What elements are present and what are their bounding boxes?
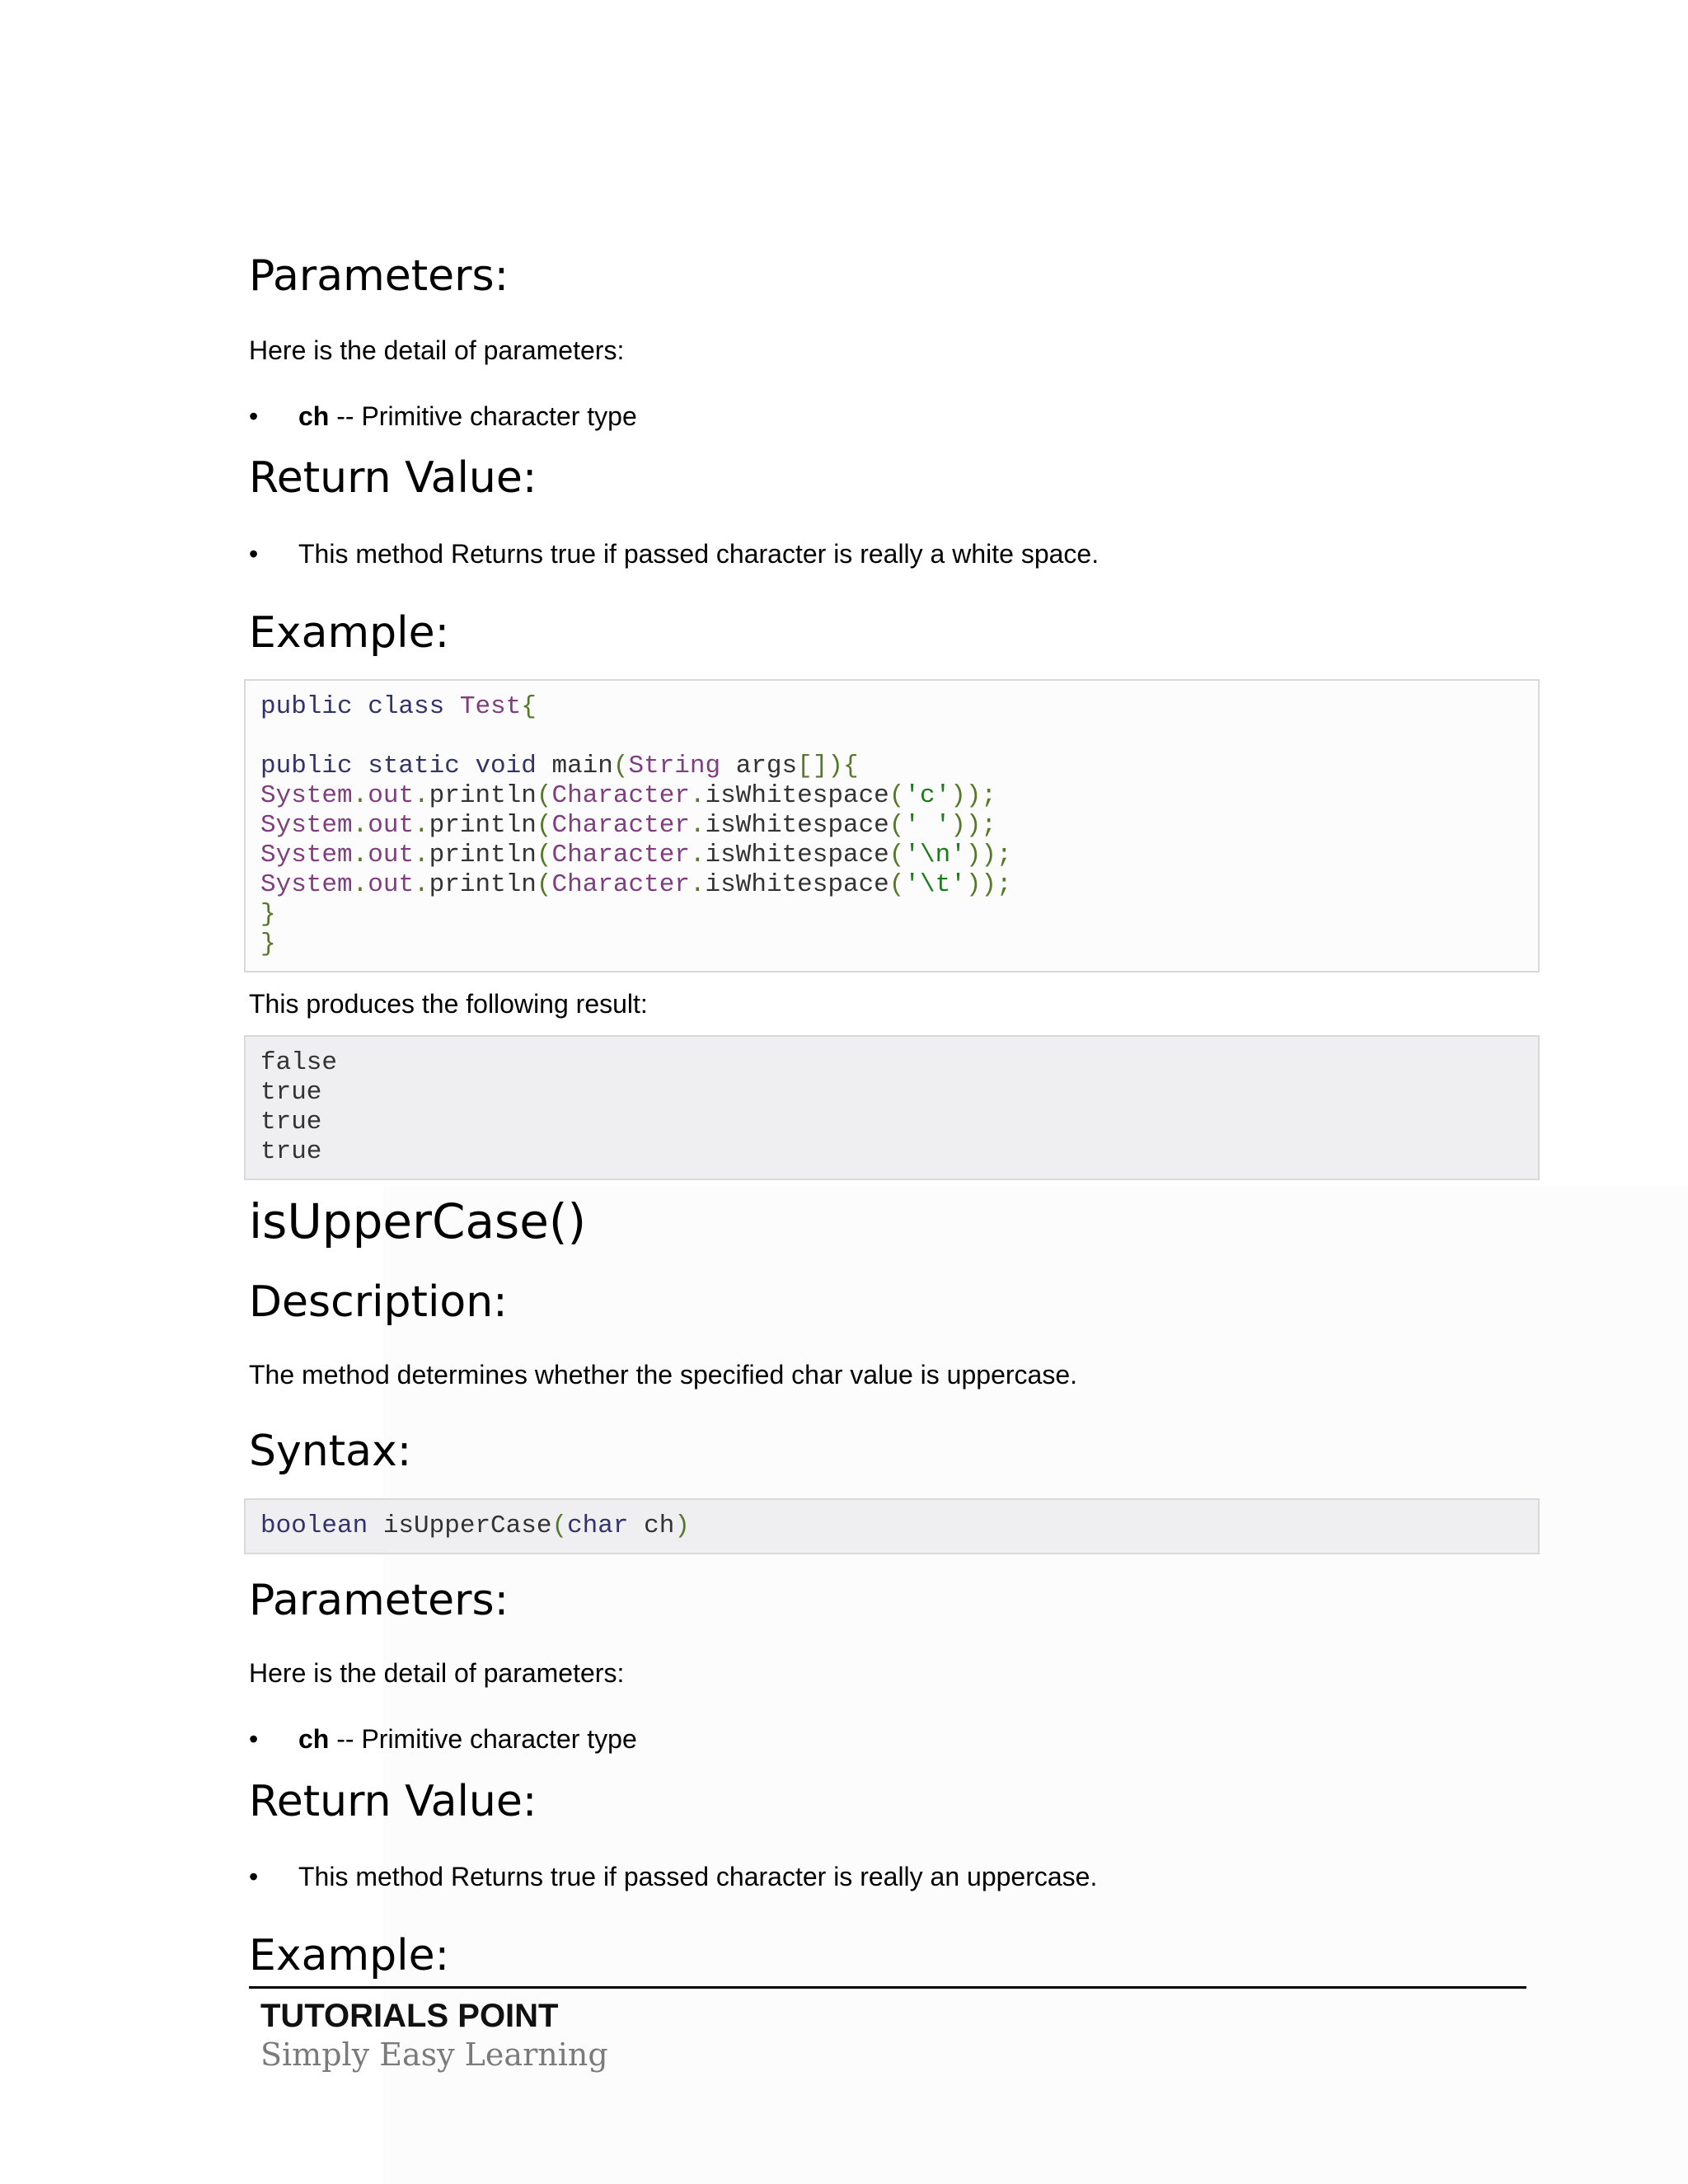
code-token: isWhitespace [705,841,889,869]
parameters-heading: Parameters: [249,251,509,301]
code-token: } [260,930,276,958]
code-token: ( [889,811,905,840]
return-value-heading-2: Return Value: [249,1777,537,1826]
code-token: . [414,811,429,840]
code-token: Character [551,781,690,810]
code-token: System [260,811,353,840]
code-token: ( [551,1511,568,1540]
code-token: '\t' [904,870,966,899]
code-line [260,930,1523,959]
code-token: isWhitespace [705,781,889,810]
code-token: out [368,870,415,899]
code-line [260,781,1523,811]
code-token: out [368,781,415,810]
code-token: . [689,841,706,869]
output-line [260,1137,1523,1167]
code-line [260,692,1523,722]
code-token: ( [536,841,552,869]
code-token: main [551,752,613,780]
code-line [260,752,1523,781]
code-token: true [260,1078,322,1107]
parameters-intro: Here is the detail of parameters: [249,335,625,365]
code-token: public class [260,692,460,721]
method-heading: isUpperCase() [249,1193,587,1249]
code-token: . [352,781,368,810]
code-token: []){ [797,752,859,780]
code-token: )); [965,870,1012,899]
code-token: . [414,781,429,810]
code-token: true [260,1137,322,1166]
code-token: . [352,870,368,899]
code-token: '\n' [904,841,966,869]
footer-tagline: Simply Easy Learning [260,2036,608,2073]
code-token: Test [459,692,522,721]
code-token: . [352,811,368,840]
output-line [260,1108,1523,1137]
code-token: System [260,841,353,869]
code-token: println [429,781,537,810]
code-token: boolean [260,1511,383,1540]
code-token: println [429,841,537,869]
code-token: . [352,841,368,869]
footer-brand: TUTORIALS POINT [260,1998,559,2034]
parameter-description-2: -- Primitive character type [329,1724,637,1754]
syntax-line [260,1511,1523,1541]
syntax-heading: Syntax: [249,1427,412,1476]
output-block [244,1035,1540,1180]
code-token: ( [536,781,552,810]
code-token: System [260,781,353,810]
code-block [244,679,1540,972]
code-token: public static void [260,752,552,780]
code-token: . [689,811,706,840]
code-token: isUpperCase [382,1511,552,1540]
code-token: char [567,1511,629,1540]
code-token: ( [889,781,905,810]
code-token: isWhitespace [705,811,889,840]
code-token: args [720,752,798,780]
syntax-block [244,1498,1540,1554]
code-token: { [521,692,537,721]
bullet-icon: • [249,401,259,431]
code-token: ch [628,1511,675,1540]
code-line [260,900,1523,930]
code-token: out [368,811,415,840]
code-token: . [689,781,706,810]
code-token: . [689,870,706,899]
example-heading: Example: [249,608,450,658]
code-token: Character [551,811,690,840]
code-token: Character [551,841,690,869]
parameter-name: ch [298,401,330,431]
parameter-description: -- Primitive character type [329,401,637,431]
result-intro: This produces the following result: [249,989,648,1019]
parameters-intro-2: Here is the detail of parameters: [249,1658,625,1688]
code-token: )); [965,841,1012,869]
bullet-icon: • [249,1724,259,1754]
parameters-heading-2: Parameters: [249,1576,509,1625]
code-token: )); [950,811,997,840]
code-token: true [260,1108,322,1137]
output-line [260,1078,1523,1108]
code-token: 'c' [904,781,951,810]
parameter-name-2: ch [298,1724,330,1754]
description-text: The method determines whether the specified char value is uppercase. [249,1360,1077,1390]
return-value-heading: Return Value: [249,453,537,503]
code-token: ( [536,870,552,899]
code-line [260,722,1523,752]
code-token: System [260,870,353,899]
code-token: ) [674,1511,690,1540]
example-heading-2: Example: [249,1931,450,1980]
bullet-icon: • [249,539,259,569]
footer-divider [249,1986,1526,1989]
code-token: ( [536,811,552,840]
code-token: Character [551,870,690,899]
code-line [260,841,1523,870]
code-token: isWhitespace [705,870,889,899]
code-line [260,811,1523,841]
code-token: println [429,870,537,899]
return-value-text-2: This method Returns true if passed character is really an uppercase. [298,1862,1098,1891]
code-token: )); [950,781,997,810]
code-token: ( [889,841,905,869]
code-token: . [414,841,429,869]
code-token: . [414,870,429,899]
code-line [260,870,1523,900]
code-token: ( [612,752,629,780]
code-token: ' ' [904,811,951,840]
code-token: false [260,1048,338,1077]
description-heading: Description: [249,1277,508,1327]
output-line [260,1048,1523,1078]
code-token: ( [889,870,905,899]
bullet-icon: • [249,1862,259,1891]
code-token: out [368,841,415,869]
code-token: println [429,811,537,840]
code-token: String [628,752,721,780]
return-value-text: This method Returns true if passed character is really a white space. [298,539,1100,569]
code-token: } [260,900,276,929]
